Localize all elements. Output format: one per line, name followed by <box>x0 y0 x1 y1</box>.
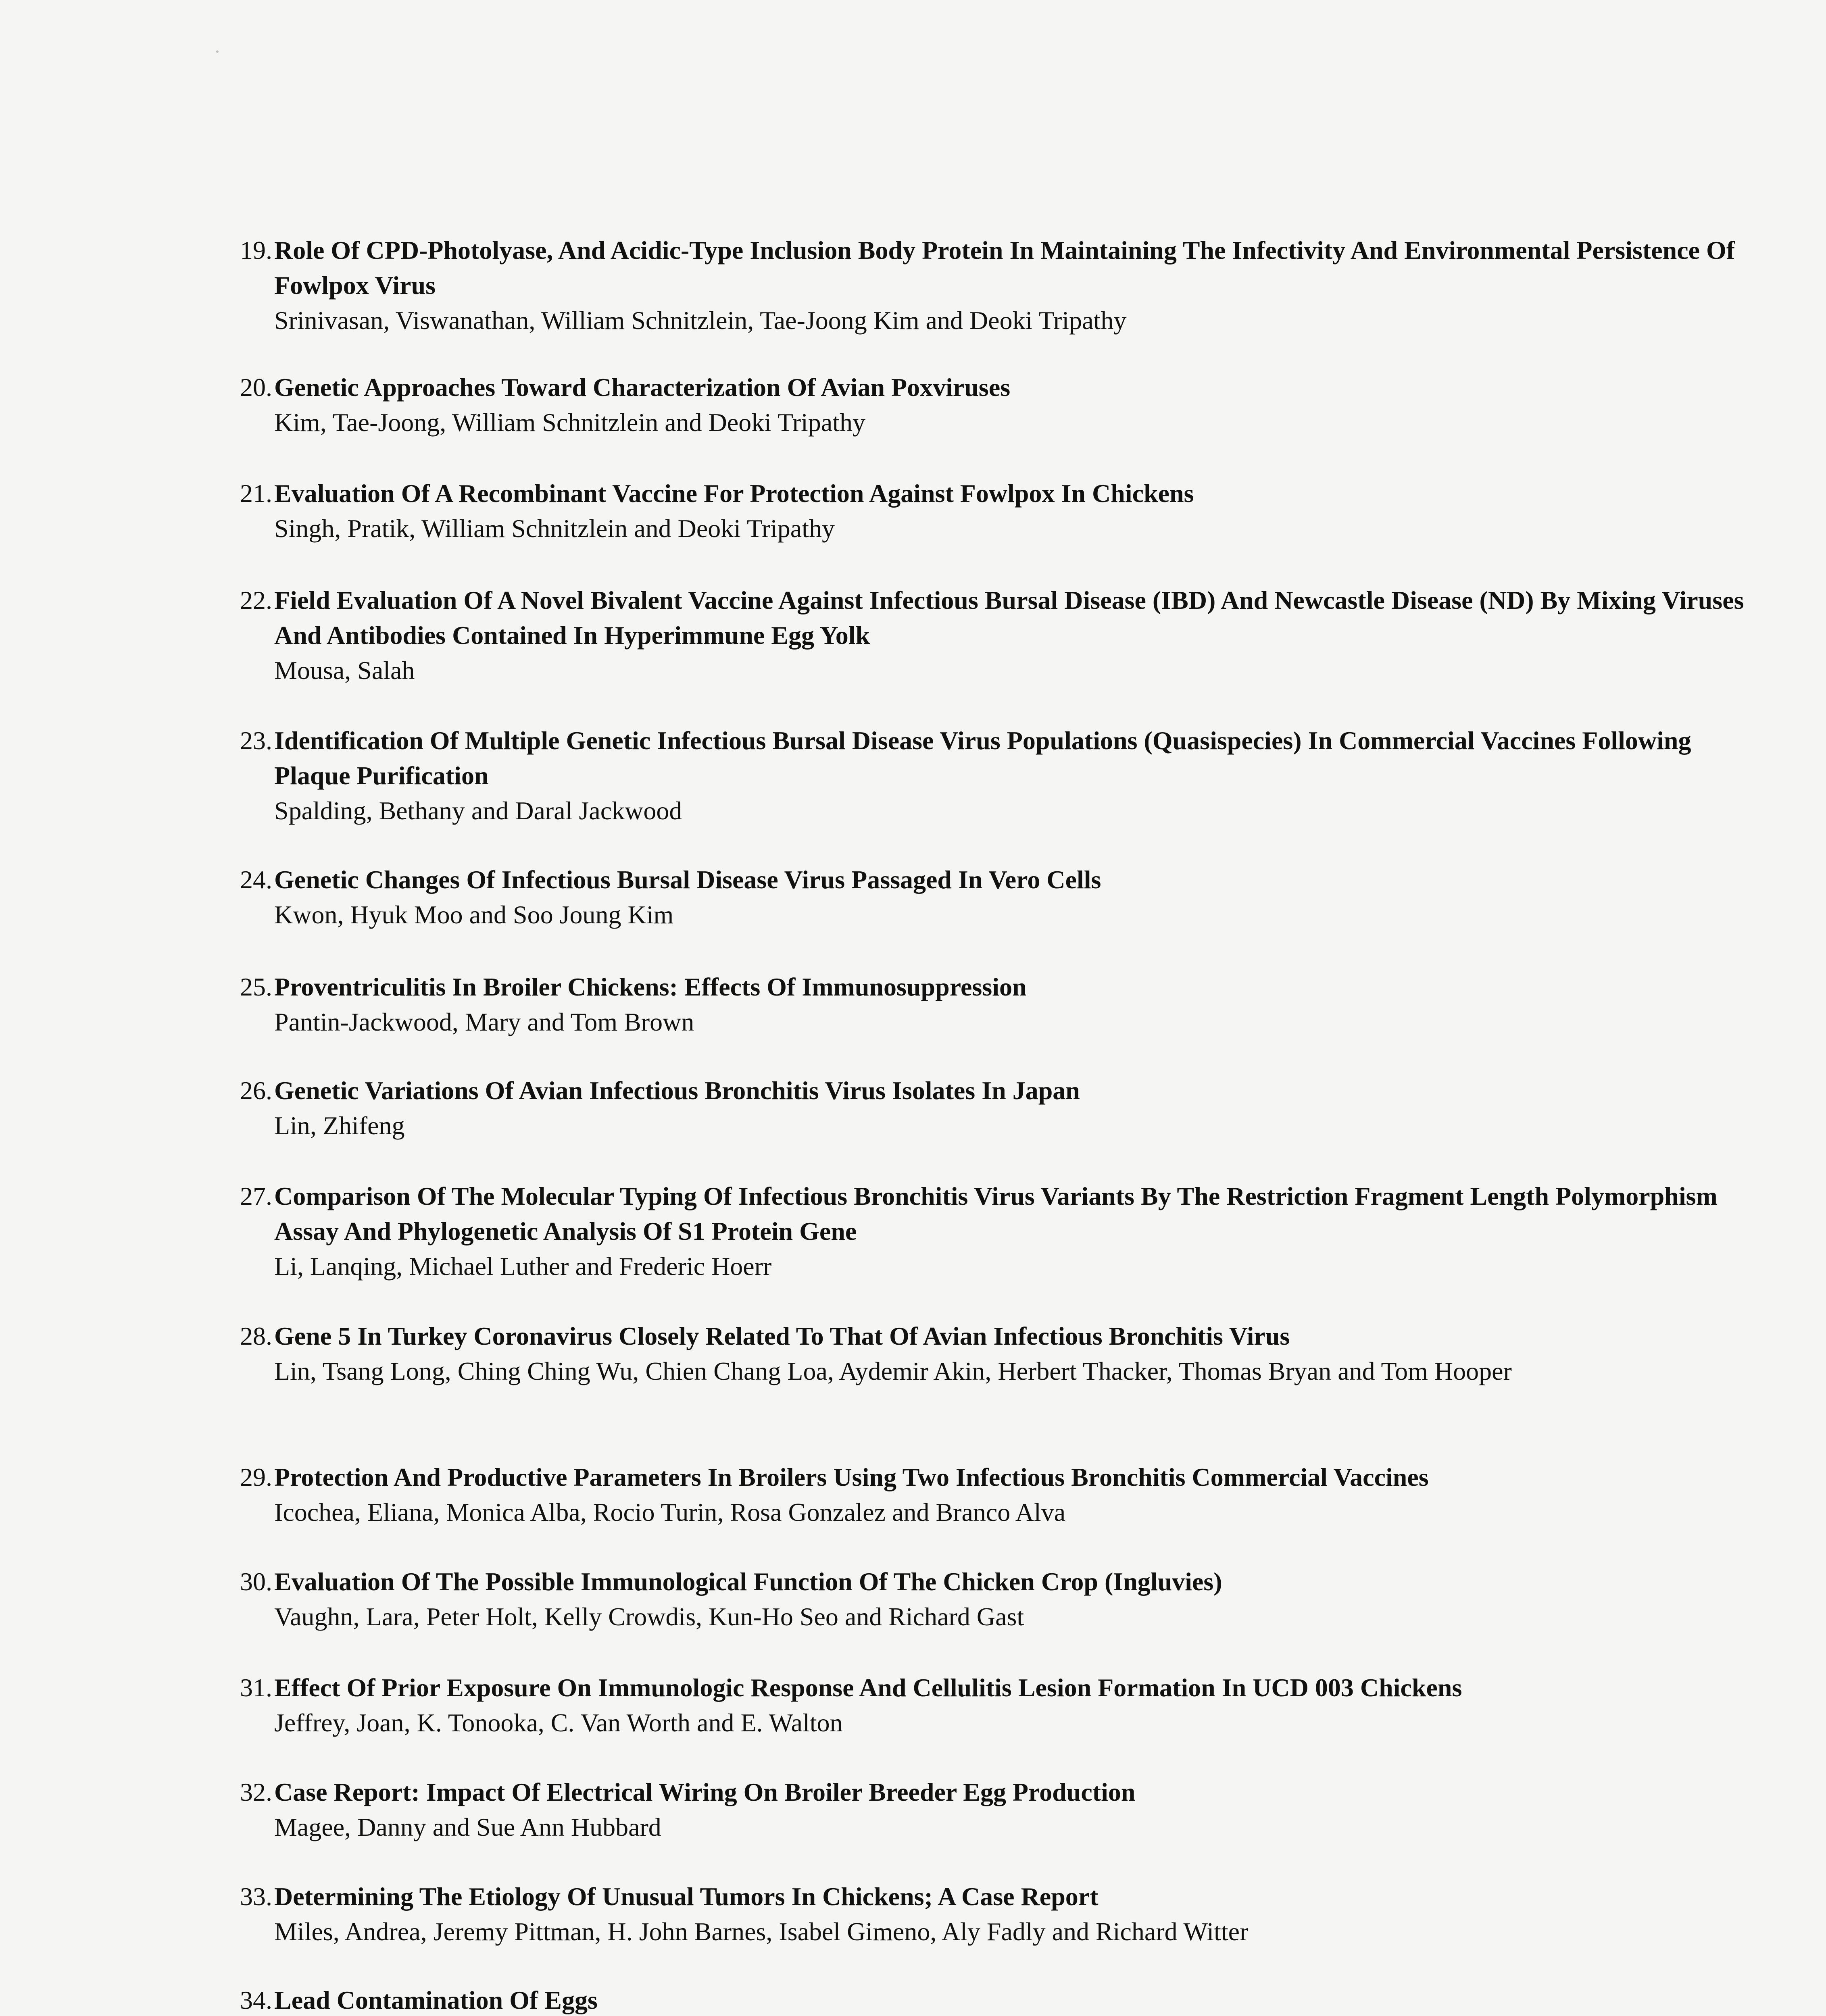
item-body <box>274 723 1746 828</box>
item-title: Evaluation Of A Recombinant Vaccine For Protection Against Fowlpox In Chickens <box>274 479 1194 508</box>
item-number: 28. <box>240 1322 272 1350</box>
item-title: Field Evaluation Of A Novel Bivalent Vaccine Against Infectious Bursal Disease (IBD) And Newcastle Disease (ND) By Mixing Viruses And Antibodies Contained In Hyperimmune Egg Yolk <box>274 586 1744 650</box>
item-title: Role Of CPD-Photolyase, And Acidic-Type Inclusion Body Protein In Maintaining The Infectivity And Environmental Persistence Of Fowlpox Virus <box>274 236 1735 300</box>
item-body <box>274 233 1746 338</box>
item-number: 25. <box>240 973 272 1001</box>
item-authors: Spalding, Bethany and Daral Jackwood <box>274 796 682 825</box>
item-body <box>274 370 1746 440</box>
item-number: 34. <box>240 1986 272 2014</box>
item-number: 29. <box>240 1463 272 1491</box>
item-body <box>274 583 1746 688</box>
item-authors: Vaughn, Lara, Peter Holt, Kelly Crowdis, Kun-Ho Seo and Richard Gast <box>274 1602 1024 1631</box>
item-body <box>274 1318 1746 1389</box>
item-body <box>274 1179 1746 1284</box>
item-body <box>274 1670 1746 1740</box>
item-body <box>274 476 1746 546</box>
item-number: 24. <box>240 865 272 894</box>
item-number: 31. <box>240 1673 272 1702</box>
item-title: Effect Of Prior Exposure On Immunologic Response And Cellulitis Lesion Formation In UCD 003 Chickens <box>274 1673 1462 1702</box>
item-title: Identification Of Multiple Genetic Infectious Bursal Disease Virus Populations (Quasispecies) In Commercial Vaccines Following Plaque Purification <box>274 726 1691 790</box>
item-number: 27. <box>240 1182 272 1210</box>
item-body <box>274 1460 1746 1530</box>
item-number: 32. <box>240 1778 272 1806</box>
item-title: Evaluation Of The Possible Immunological Function Of The Chicken Crop (Ingluvies) <box>274 1567 1222 1596</box>
item-title: Lead Contamination Of Eggs <box>274 1986 598 2014</box>
item-title: Determining The Etiology Of Unusual Tumors In Chickens; A Case Report <box>274 1882 1099 1911</box>
item-body <box>274 1774 1746 1845</box>
item-authors: Li, Lanqing, Michael Luther and Frederic Hoerr <box>274 1252 772 1281</box>
item-number: 20. <box>240 373 272 402</box>
item-authors: Kim, Tae-Joong, William Schnitzlein and Deoki Tripathy <box>274 408 865 437</box>
item-authors: Magee, Danny and Sue Ann Hubbard <box>274 1813 661 1841</box>
item-number: 22. <box>240 586 272 614</box>
item-number: 19. <box>240 236 272 264</box>
item-title: Protection And Productive Parameters In Broilers Using Two Infectious Bronchitis Commercial Vaccines <box>274 1463 1429 1491</box>
item-body <box>274 1564 1746 1634</box>
item-authors: Mousa, Salah <box>274 656 415 685</box>
item-body <box>274 969 1746 1039</box>
item-authors: Kwon, Hyuk Moo and Soo Joung Kim <box>274 900 674 929</box>
item-authors: Singh, Pratik, William Schnitzlein and Deoki Tripathy <box>274 514 835 543</box>
item-body <box>274 1879 1746 1949</box>
item-body <box>274 1983 1746 2016</box>
item-number: 26. <box>240 1076 272 1105</box>
item-authors: Icochea, Eliana, Monica Alba, Rocio Turin, Rosa Gonzalez and Branco Alva <box>274 1498 1066 1527</box>
item-authors: Lin, Zhifeng <box>274 1111 405 1140</box>
item-number: 33. <box>240 1882 272 1911</box>
item-number: 30. <box>240 1567 272 1596</box>
item-title: Gene 5 In Turkey Coronavirus Closely Related To That Of Avian Infectious Bronchitis Virus <box>274 1322 1290 1350</box>
item-title: Genetic Variations Of Avian Infectious Bronchitis Virus Isolates In Japan <box>274 1076 1080 1105</box>
item-authors: Lin, Tsang Long, Ching Ching Wu, Chien Chang Loa, Aydemir Akin, Herbert Thacker, Thomas Bryan and Tom Hooper <box>274 1357 1512 1385</box>
item-title: Genetic Changes Of Infectious Bursal Disease Virus Passaged In Vero Cells <box>274 865 1101 894</box>
item-authors: Miles, Andrea, Jeremy Pittman, H. John Barnes, Isabel Gimeno, Aly Fadly and Richard Witter <box>274 1917 1249 1946</box>
item-number: 23. <box>240 726 272 755</box>
item-title: Genetic Approaches Toward Characterization Of Avian Poxviruses <box>274 373 1011 402</box>
item-title: Case Report: Impact Of Electrical Wiring On Broiler Breeder Egg Production <box>274 1778 1136 1806</box>
item-authors: Pantin-Jackwood, Mary and Tom Brown <box>274 1008 694 1036</box>
item-title: Proventriculitis In Broiler Chickens: Effects Of Immunosuppression <box>274 973 1027 1001</box>
item-title: Comparison Of The Molecular Typing Of Infectious Bronchitis Virus Variants By The Restriction Fragment Length Polymorphism Assay And Phylogenetic Analysis Of S1 Protein Gene <box>274 1182 1718 1245</box>
item-number: 21. <box>240 479 272 508</box>
item-body <box>274 862 1746 932</box>
item-authors: Srinivasan, Viswanathan, William Schnitzlein, Tae-Joong Kim and Deoki Tripathy <box>274 306 1127 335</box>
item-authors: Jeffrey, Joan, K. Tonooka, C. Van Worth and E. Walton <box>274 1708 843 1737</box>
item-body <box>274 1073 1746 1143</box>
